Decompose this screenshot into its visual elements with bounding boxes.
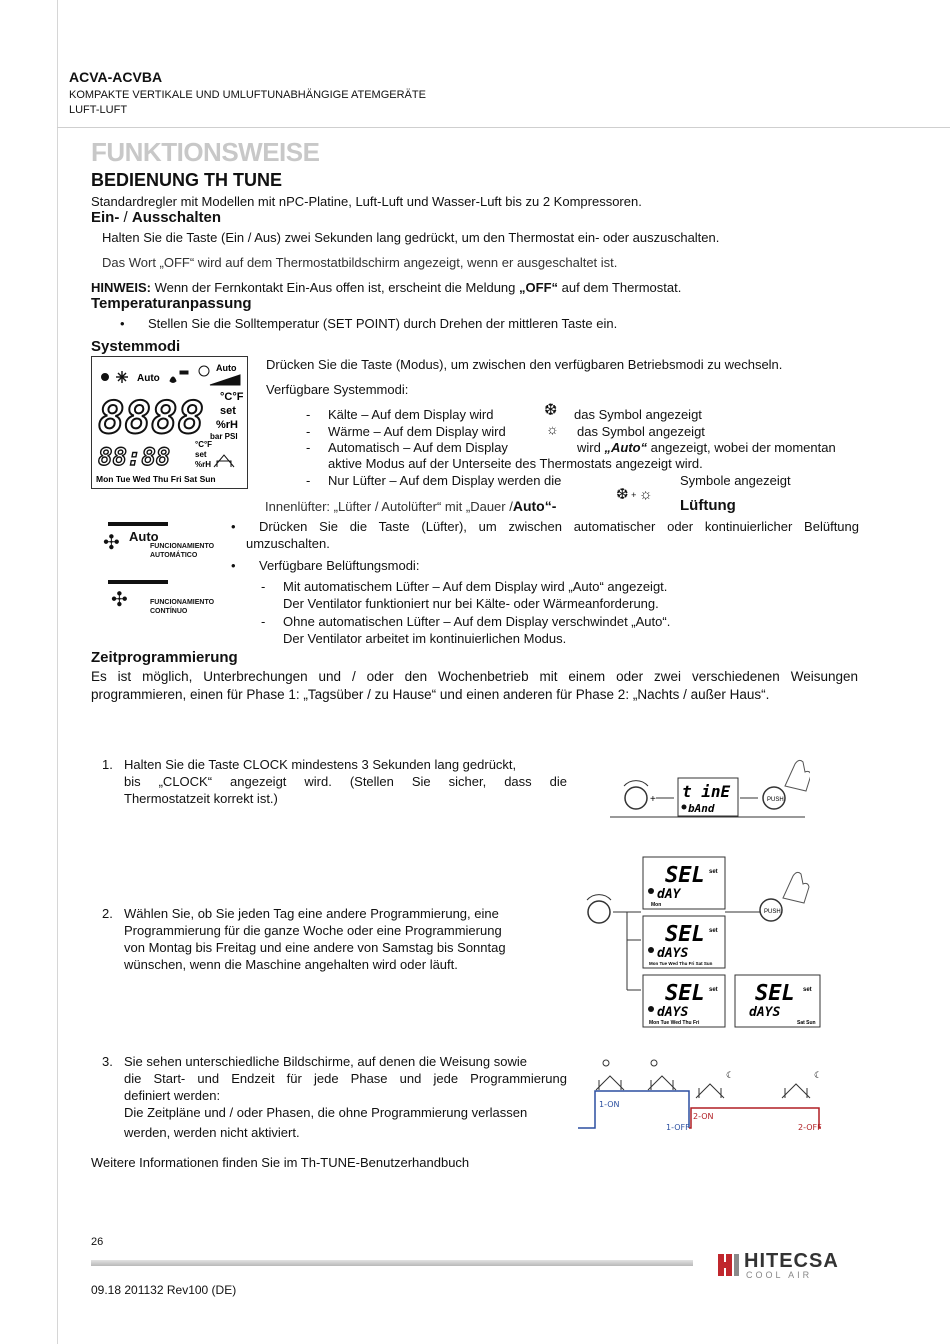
zeit-text-1: Es ist möglich, Unterbrechungen und / oder den Wochenbetrieb mit einem oder zwei verschiedenen Weisungen [91, 669, 858, 684]
svg-text:set: set [220, 405, 236, 417]
svg-text:SEL: SEL [665, 922, 705, 947]
knob-icon [588, 901, 610, 923]
onoff-text-1: Halten Sie die Taste (Ein / Aus) zwei Sekunden lang gedrückt, um den Thermostat ein- oder auszuschalten. [102, 230, 720, 245]
zeit-heading: Zeitprogrammierung [91, 649, 238, 666]
finger-icon [783, 872, 809, 903]
fan-mode-cont-desc: Der Ventilator arbeitet im kontinuierlichen Modus. [283, 631, 567, 646]
fan-mode-cont: - Ohne automatischen Lüfter – Auf dem Display verschwindet „Auto“. [283, 613, 670, 630]
fan-icon: ✣ [111, 589, 128, 611]
svg-text:dAYS: dAYS [749, 1005, 781, 1020]
rotate-arrow-icon [624, 781, 648, 786]
step-1: 1. Halten Sie die Taste CLOCK mindestens 3 Sekunden lang gedrückt, bis „CLOCK“ angezeigt wird. (Stellen Sie sicher, dass die Thermostatzeit korrekt ist.) [102, 757, 567, 806]
doc-subtitle-1: KOMPAKTE VERTIKALE UND UMLUFTUNABHÄNGIGE ATEMGERÄTE [69, 89, 426, 101]
sun-icon [651, 1060, 657, 1066]
svg-text:Sat Sun: Sat Sun [797, 1020, 816, 1026]
svg-text:Auto: Auto [216, 363, 237, 373]
mode-cool: - Kälte – Auf dem Display wird [328, 406, 493, 423]
svg-text:+: + [650, 794, 656, 805]
svg-text:SEL: SEL [755, 981, 795, 1006]
svg-text:dAY: dAY [657, 887, 681, 902]
svg-text:Mon Tue Wed Thu Fri: Mon Tue Wed Thu Fri [649, 1020, 700, 1026]
svg-text:bAnd: bAnd [688, 802, 715, 815]
tap-icon [180, 371, 188, 374]
hitecsa-logo-icon [718, 1252, 740, 1278]
fan-bullet-1-cont: umzuschalten. [246, 536, 330, 551]
svg-text:dAYS: dAYS [657, 946, 689, 961]
fan-bullet-1: • Drücken Sie die Taste (Lüfter), um zwischen automatischer oder kontinuierlicher Belüftung [259, 518, 859, 535]
sun-icon: ☼ [546, 421, 559, 437]
house-night-icon [696, 1084, 724, 1098]
moon-icon: ☾ [814, 1071, 823, 1081]
svg-text:1-OFF: 1-OFF [666, 1123, 690, 1132]
zeit-text-2: programmieren, einen für Phase 1: „Tagsüber / zu Hause“ und einen anderen für Phase 2: „Nachts / außer Haus“. [91, 687, 770, 702]
svg-text:SEL: SEL [665, 981, 705, 1006]
thermostat-lcd [91, 356, 248, 489]
fan-line-end: Lüftung [680, 497, 736, 514]
left-margin-line [57, 0, 58, 1344]
svg-text:bar PSI: bar PSI [210, 432, 238, 441]
onoff-heading: Ein- / Ausschalten [91, 209, 222, 226]
snowflake-icon: ❆ [544, 402, 558, 419]
fan-mode-auto-desc: Der Ventilator funktioniert nur bei Kälte- oder Wärmeanforderung. [283, 596, 659, 611]
svg-text:set: set [195, 450, 207, 459]
fan-line: Innenlüfter: „Lüfter / Autolüfter“ mit „Dauer /Auto“- [265, 498, 557, 514]
snowflake-icon [116, 371, 128, 383]
mode-heat: - Wärme – Auf dem Display wird [328, 423, 506, 440]
fan-auto-panel: ✣ Auto FUNCIONAMIENTO AUTOMÁTICO [103, 522, 233, 562]
header-divider [57, 127, 950, 128]
svg-text:t inE: t inE [682, 782, 731, 801]
doc-subtitle-2: LUFT-LUFT [69, 104, 128, 116]
svg-text:SEL: SEL [665, 863, 705, 888]
svg-text:set: set [709, 987, 718, 993]
svg-text:PUSH: PUSH [764, 909, 781, 915]
svg-text:2-OFF: 2-OFF [798, 1123, 822, 1132]
fan-icon: ✣ [103, 532, 120, 554]
fan-bar [108, 522, 168, 526]
svg-text:°C°F: °C°F [220, 391, 244, 403]
sun-icon [102, 374, 109, 381]
house-night-away-icon [782, 1084, 810, 1098]
mode-cool-end: das Symbol angezeigt [574, 407, 702, 422]
fan-bullet-2: • Verfügbare Belüftungsmodi: [259, 557, 419, 574]
mode-heat-end: das Symbol angezeigt [577, 424, 705, 439]
level-bars [210, 375, 240, 385]
mode-auto: - Automatisch – Auf dem Display [328, 439, 508, 456]
fan-continuous-panel: ✣ FUNCIONAMIENTO CONTÍNUO [103, 580, 233, 620]
svg-text:%rH: %rH [195, 460, 212, 469]
svg-text:set: set [709, 869, 718, 875]
main-heading: BEDIENUNG TH TUNE [91, 170, 283, 190]
svg-text:Mon Tue Wed Thu Fri Sat Sun: Mon Tue Wed Thu Fri Sat Sun [649, 961, 713, 966]
fan-bar [108, 580, 168, 584]
svg-text:dAYS: dAYS [657, 1005, 689, 1020]
intro-text: Standardregler mit Modellen mit nPC-Platine, Luft-Luft und Wasser-Luft bis zu 2 Kompressoren. [91, 194, 642, 209]
note-line: HINWEIS: Wenn der Fernkontakt Ein-Aus offen ist, erscheint die Meldung „OFF“ auf dem Thermostat. [91, 280, 682, 295]
step-2-illustration [585, 840, 850, 1035]
mode-fan: - Nur Lüfter – Auf dem Display werden die [328, 472, 561, 489]
svg-text:Mon Tue Wed Thu Fri Sat Sun: Mon Tue Wed Thu Fri Sat Sun [96, 474, 216, 484]
step-1-illustration [610, 730, 810, 820]
section-title: FUNKTIONSWEISE [91, 137, 320, 167]
knob-icon [625, 787, 647, 809]
svg-text:Auto: Auto [137, 373, 160, 384]
mode-auto-end: wird „Auto“ angezeigt, wobei der momentan [577, 440, 836, 455]
svg-text:%rH: %rH [216, 419, 239, 431]
moon-icon: ☾ [726, 1071, 735, 1081]
svg-text:1-ON: 1-ON [599, 1100, 620, 1109]
footer-code: 09.18 201132 Rev100 (DE) [91, 1283, 237, 1297]
step-2: 2. Wählen Sie, ob Sie jeden Tag eine andere Programmierung, eine Programmierung für die ganze Woche oder eine Programmierung von Montag bis Freitag und eine andere von Samstag bis Sonntag wünschen, wenn die Maschine angehalten wird oder läuft. [102, 906, 506, 972]
svg-text:°C°F: °C°F [195, 440, 213, 449]
svg-text:Mon: Mon [651, 902, 662, 908]
step-3-schedule [576, 1050, 841, 1135]
fan-mode-auto: - Mit automatischem Lüfter – Auf dem Display wird „Auto“ angezeigt. [283, 578, 667, 595]
svg-text:88:88: 88:88 [98, 443, 171, 471]
doc-title: ACVA-ACVBA [69, 69, 163, 85]
svg-text:PUSH: PUSH [767, 797, 784, 803]
svg-text:8888: 8888 [98, 393, 204, 444]
house-day-icon [596, 1076, 624, 1090]
sun-icon [603, 1060, 609, 1066]
mode-fan-end: Symbole angezeigt [680, 473, 791, 488]
further-info: Weitere Informationen finden Sie im Th-TUNE-Benutzerhandbuch [91, 1155, 470, 1170]
systemmodi-text-1: Drücken Sie die Taste (Modus), um zwischen den verfügbaren Betriebsmodi zu wechseln. [266, 357, 783, 372]
svg-text:2-ON: 2-ON [693, 1112, 714, 1121]
footer-bar [91, 1260, 693, 1266]
mode-auto-cont: aktive Modus auf der Unterseite des Thermostats angezeigt wird. [328, 456, 703, 471]
lcd-graphic [92, 357, 247, 488]
systemmodi-heading: Systemmodi [91, 338, 181, 355]
temp-heading: Temperaturanpassung [91, 295, 252, 312]
temp-bullet: • Stellen Sie die Solltemperatur (SET POINT) durch Drehen der mittleren Taste ein. [148, 315, 617, 332]
page-number: 26 [91, 1236, 104, 1248]
drop-icon [170, 377, 176, 383]
svg-text:set: set [709, 928, 718, 934]
house-icon [214, 455, 234, 467]
onoff-text-2: Das Wort „OFF“ wird auf dem Thermostatbildschirm angezeigt, wenn er ausgeschaltet ist. [102, 255, 618, 270]
fan-icon [199, 366, 209, 376]
finger-icon [785, 760, 810, 791]
step-3: 3. Sie sehen unterschiedliche Bildschirme, auf denen die Weisung sowie die Start- und Endzeit für jede Phase und jede Programmierung definiert werden: Die Zeitpläne und / oder Phasen, die ohne Programmierung verlassen werden, werden nicht aktiviert. [102, 1054, 567, 1140]
svg-text:set: set [803, 987, 812, 993]
systemmodi-text-2: Verfügbare Systemmodi: [266, 382, 409, 397]
house-away-icon [648, 1076, 676, 1090]
snow-plus-sun-icon: ❆ + ☼ [616, 486, 653, 503]
